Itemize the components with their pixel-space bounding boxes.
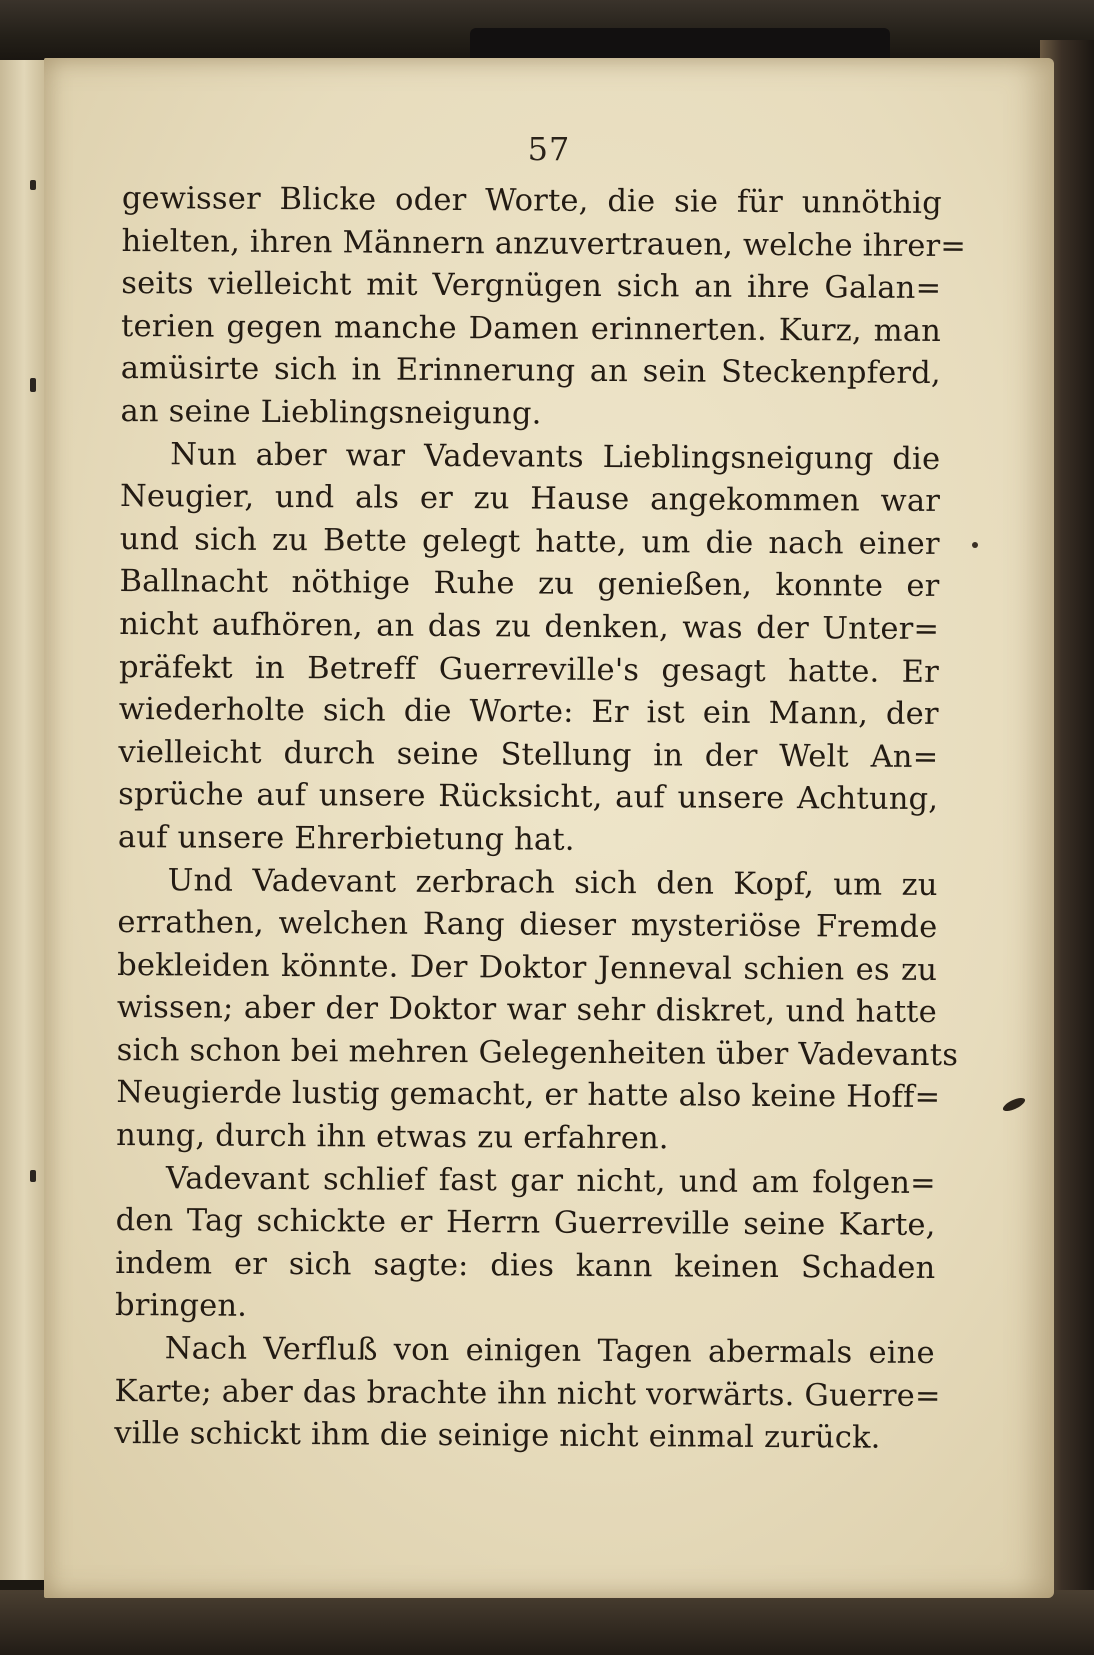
text-line: wiederholte sich die Worte: Er ist ein Mann, der	[118, 692, 939, 733]
text-line: Nun aber war Vadevants Lieblingsneigung die	[170, 436, 941, 477]
text-line: Karte; aber das brachte ihn nicht vorwärts. Guerre=	[114, 1373, 941, 1414]
page-body-text	[114, 178, 967, 1461]
text-line: indem er sich sagte: dies kann keinen Schaden	[115, 1245, 936, 1286]
text-line: vielleicht durch seine Stellung in der Welt An=	[118, 734, 939, 775]
text-line: Vadevant schlief fast gar nicht, und am folgen=	[165, 1160, 936, 1201]
text-line: auf unsere Ehrerbietung hat.	[117, 819, 575, 858]
edge-mark	[30, 1170, 36, 1182]
text-line: wissen; aber der Doktor war sehr diskret, und hatte	[116, 990, 938, 1031]
ink-dot	[972, 542, 978, 548]
text-line: ville schickt ihm die seinige nicht einmal zurück.	[114, 1416, 881, 1456]
text-line: Neugier, und als er zu Hause angekommen war	[119, 479, 941, 520]
book-page	[44, 58, 1054, 1598]
text-line: präfekt in Betreff Guerreville's gesagt hatte. Er	[118, 649, 940, 690]
binding-clip	[470, 28, 890, 58]
text-line: bringen.	[115, 1288, 248, 1325]
text-line: Und Vadevant zerbrach sich den Kopf, um zu	[167, 862, 938, 903]
book-bottom-edge	[0, 1590, 1094, 1655]
edge-mark	[30, 378, 36, 392]
ink-smudge	[1001, 1095, 1027, 1113]
text-line: nung, durch ihn etwas zu erfahren.	[116, 1118, 669, 1157]
facing-page-edge	[0, 60, 46, 1580]
text-line: sich schon bei mehren Gelegenheiten über Vadevants	[116, 1032, 959, 1073]
text-line: errathen, welchen Rang dieser mysteriöse Fremde	[117, 905, 938, 946]
text-line: sprüche auf unsere Rücksicht, auf unsere Achtung,	[118, 777, 939, 818]
text-line: Nach Verfluß von einigen Tagen abermals eine	[164, 1331, 935, 1372]
text-line: amüsirte sich in Erinnerung an sein Steckenpferd,	[120, 351, 941, 392]
text-line: gewisser Blicke oder Worte, die sie für unnöthig	[121, 180, 942, 222]
text-line: Neugierde lustig gemacht, er hatte also keine Hoff=	[116, 1075, 941, 1116]
page-number: 57	[527, 130, 571, 168]
edge-mark	[30, 180, 36, 190]
book-binding-top	[0, 0, 1094, 60]
text-line: nicht aufhören, an das zu denken, was der Unter=	[119, 606, 940, 647]
text-line: bekleiden könnte. Der Doktor Jenneval schien es zu	[117, 947, 938, 988]
text-line: und sich zu Bette gelegt hatte, um die nach einer	[119, 521, 940, 562]
text-line: an seine Lieblingsneigung.	[120, 393, 542, 432]
text-line: terien gegen manche Damen erinnerten. Kurz, man	[120, 308, 942, 349]
text-line: Ballnacht nöthige Ruhe zu genießen, konnte er	[119, 564, 940, 605]
text-line: den Tag schickte er Herrn Guerreville seine Karte,	[115, 1203, 936, 1244]
text-line: hielten, ihren Männern anzuvertrauen, welche ihrer=	[121, 223, 967, 264]
text-line: seits vielleicht mit Vergnügen sich an ihre Galan=	[121, 266, 942, 307]
